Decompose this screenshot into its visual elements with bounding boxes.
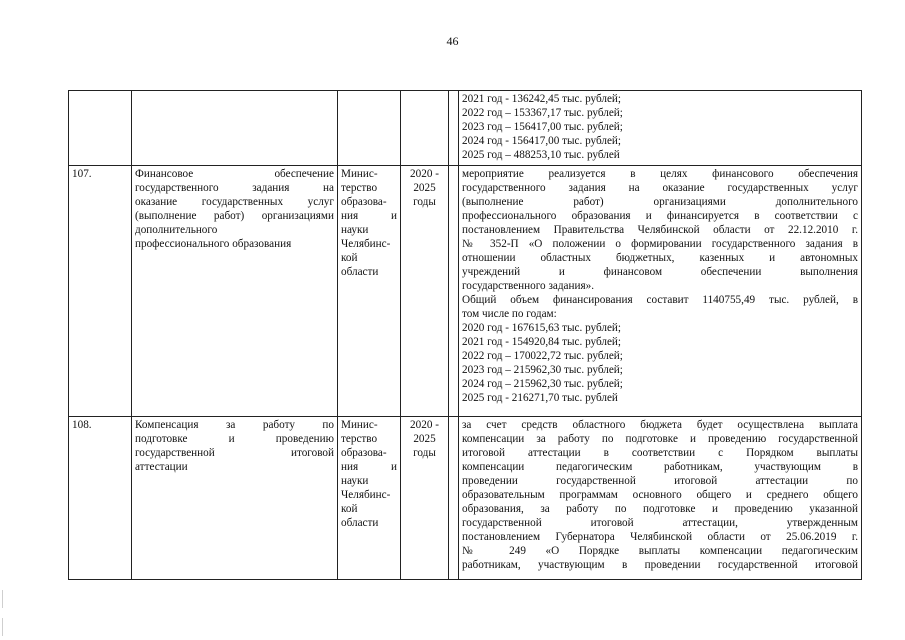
margin-mark [2, 590, 3, 608]
text-line: 2021 год - 136242,45 тыс. рублей; [462, 93, 622, 105]
text-line: том числе по годам: [462, 308, 557, 320]
text-line: 2022 год – 170022,72 тыс. рублей; [462, 350, 623, 362]
text-line: подготовке и проведению [135, 433, 334, 445]
text-line: области [341, 517, 379, 529]
text-line: 2025 год – 488253,10 тыс. рублей [462, 149, 620, 161]
table-row [69, 166, 862, 417]
executor [338, 417, 401, 580]
text-line: № 352-П «О положении о формировании государственного задания в [462, 238, 858, 250]
measure-name [132, 417, 338, 580]
text-line: (выполнение работ) организациями дополнительного [462, 196, 858, 208]
description [459, 91, 862, 166]
text-line: учреждений и финансовом обеспечении выполнения [462, 266, 858, 278]
text-line: проведении государственной итоговой аттестации по [462, 475, 858, 487]
term [401, 166, 449, 417]
text-line: Минис- [341, 168, 378, 180]
text-line: науки [341, 475, 369, 487]
text-line: кой [341, 252, 358, 264]
text-line: образова- [341, 447, 387, 459]
text-line: государственного задания на [135, 182, 334, 194]
text-line: образова- [341, 196, 387, 208]
text-line: Общий объем финансирования составит 1140755,49 тыс. рублей, в [462, 294, 858, 306]
text-line: за счет средств областного бюджета будет осуществлена выплата [462, 419, 858, 431]
text-line: отношении областных бюджетных, казенных и автономных [462, 252, 858, 264]
term [401, 417, 449, 580]
text-line: 2025 год - 216271,70 тыс. рублей [462, 392, 618, 404]
executor [338, 166, 401, 417]
measures-table [68, 90, 862, 580]
empty-cell [449, 91, 459, 166]
text-line: аттестации [135, 461, 188, 473]
table-row [69, 417, 862, 580]
description [459, 166, 862, 417]
text-line: постановлением Губернатора Челябинской области от 25.06.2019 г. [462, 531, 858, 543]
text-line: Минис- [341, 419, 378, 431]
text-line: образования, за работу по подготовке и проведению указанной [462, 503, 858, 515]
text-line: 2020 - [410, 419, 439, 431]
text-line: мероприятие реализуется в целях финансового обеспечения [462, 168, 858, 180]
empty-cell [449, 166, 459, 417]
text-line: Челябинс- [341, 489, 391, 501]
text-line: 2025 [413, 182, 436, 194]
description [459, 417, 862, 580]
text-line: науки [341, 224, 369, 236]
text-line: терство [341, 182, 378, 194]
text-line: 2025 [413, 433, 436, 445]
text-line: 2023 год – 215962,30 тыс. рублей; [462, 364, 623, 376]
margin-mark [2, 618, 3, 636]
text-line: кой [341, 503, 358, 515]
text-line: государственного задания на оказание государственных услуг [462, 182, 858, 194]
term [401, 91, 449, 166]
text-line: постановлением Правительства Челябинской области от 22.12.2010 г. [462, 224, 858, 236]
executor [338, 91, 401, 166]
text-line: оказание государственных услуг [135, 196, 334, 208]
text-line: годы [413, 196, 436, 208]
text-line: дополнительного [135, 224, 218, 236]
text-line: ния и [341, 210, 397, 222]
text-line: 2021 год - 154920,84 тыс. рублей; [462, 336, 622, 348]
text-line: Компенсация за работу по [135, 419, 334, 431]
text-line: Финансовое обеспечение [135, 168, 334, 180]
text-line: итоговой аттестации в соответствии с Порядком выплаты [462, 447, 858, 459]
measure-name [132, 91, 338, 166]
text-line: государственного задания». [462, 280, 594, 292]
text-line: терство [341, 433, 378, 445]
text-line: компенсации педагогическим работникам, участвующим в [462, 461, 858, 473]
text-line: 2024 год – 215962,30 тыс. рублей; [462, 378, 623, 390]
text-line: 2022 год – 153367,17 тыс. рублей; [462, 107, 623, 119]
text-line: государственной итоговой аттестации, утвержденным [462, 517, 858, 529]
text-line: 2020 - [410, 168, 439, 180]
text-line: государственной итоговой [135, 447, 334, 459]
text-line: ния и [341, 461, 397, 473]
text-line: области [341, 266, 379, 278]
text-line: Челябинс- [341, 238, 391, 250]
text-line: 2020 год - 167615,63 тыс. рублей; [462, 322, 622, 334]
row-number: 108. [69, 417, 132, 580]
table-row [69, 91, 862, 166]
text-line: № 249 «О Порядке выплаты компенсации педагогическим [462, 545, 858, 557]
text-line: компенсации за работу по подготовке и проведению государственной [462, 433, 858, 445]
row-number [69, 91, 132, 166]
text-line: работникам, участвующим в проведении государственной итоговой [462, 559, 858, 571]
text-line: (выполнение работ) организациями [135, 210, 334, 222]
text-line: образовательным программам основного общего и среднего общего [462, 489, 858, 501]
text-line: 2023 год – 156417,00 тыс. рублей; [462, 121, 623, 133]
empty-cell [449, 417, 459, 580]
row-number: 107. [69, 166, 132, 417]
text-line: профессионального образования [135, 238, 292, 250]
measure-name [132, 166, 338, 417]
text-line: 2024 год - 156417,00 тыс. рублей; [462, 135, 622, 147]
text-line: годы [413, 447, 436, 459]
page-number: 46 [446, 34, 459, 48]
text-line: профессионального образования и финансируется в соответствии с [462, 210, 858, 222]
